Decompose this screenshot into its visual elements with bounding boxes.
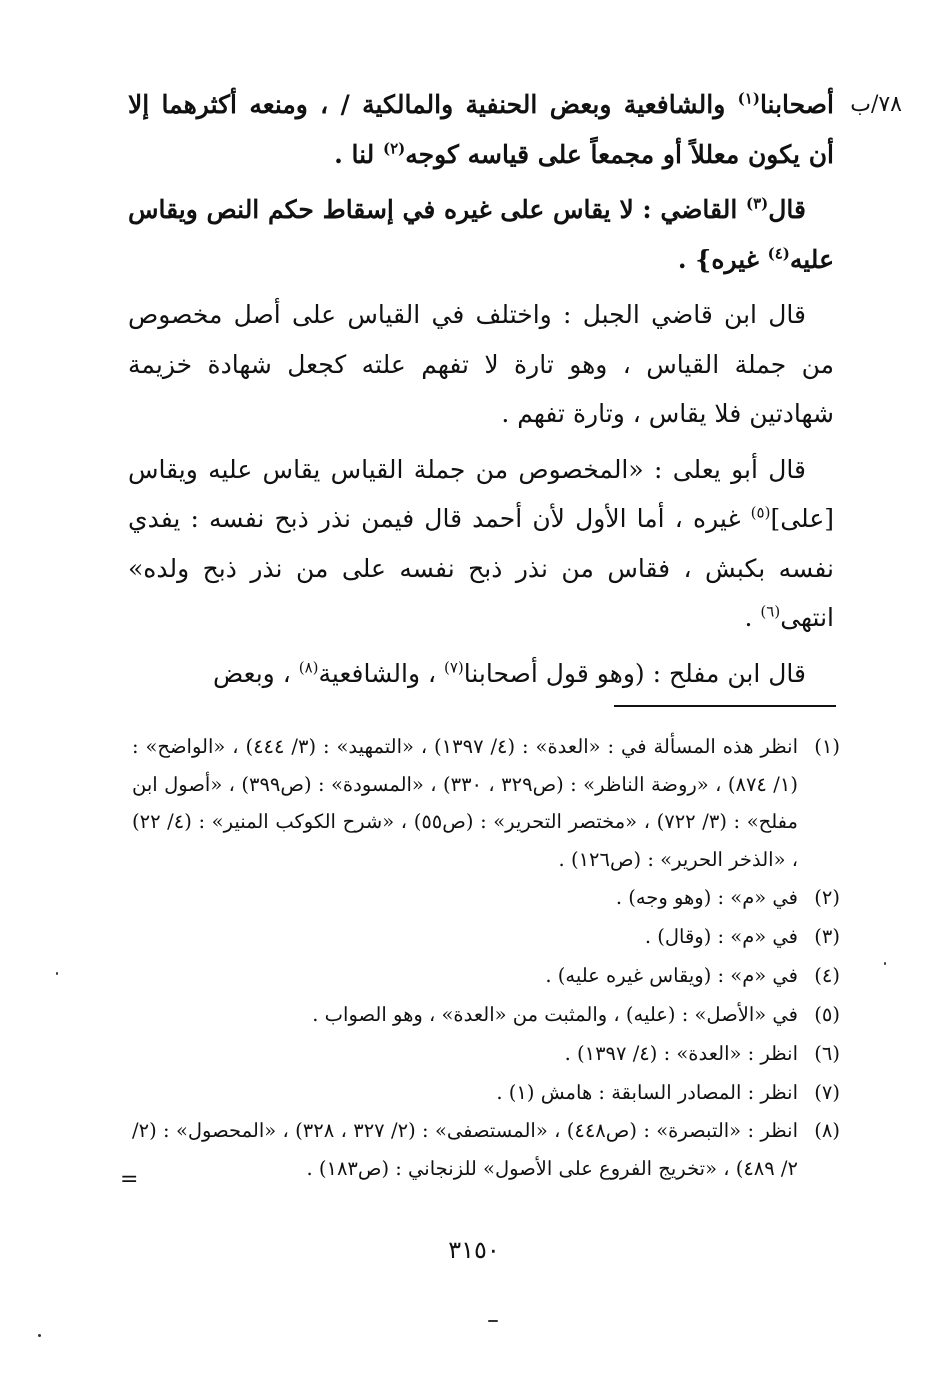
footnote-reference: (٨)	[298, 658, 319, 677]
page-number: ٣١٥٠	[448, 1236, 500, 1264]
footnote-text: في «م» : (وقال) .	[644, 925, 798, 948]
footnote-reference: (٦)	[760, 602, 781, 621]
text-segment: غيره ، أما الأول لأن أحمد قال فيمن نذر ذبح نفسه : يفدي نفسه بكبش ، فقاس من نذر ذبح نفسه على من نذر ذبح ولده» انتهى	[128, 504, 834, 632]
footnote	[132, 1073, 840, 1112]
body-paragraph	[128, 290, 834, 439]
main-text	[128, 80, 834, 704]
text-segment: غيره} .	[677, 244, 768, 274]
scan-speck	[488, 1320, 498, 1322]
footnote-text: انظر : «العدة» : (٤/ ١٣٩٧) .	[564, 1042, 798, 1065]
footnote-text: في «م» : (ويقاس غيره عليه) .	[545, 964, 798, 987]
text-segment: ، وبعض	[213, 658, 299, 688]
footnote	[132, 1112, 840, 1187]
body-paragraph	[128, 649, 834, 699]
continuation-mark: =	[120, 1167, 139, 1192]
text-segment: أصحابنا	[759, 90, 834, 119]
footnote-number: (٣)	[814, 925, 840, 948]
footnotes-section	[132, 728, 840, 1187]
body-paragraph	[128, 445, 834, 643]
footnote-reference: (٤)	[767, 244, 790, 263]
text-segment: والشافعية وبعض الحنفية والمالكية / ، ومنعه أكثرهما إلا أن يكون معللاً أو مجمعاً على قياسه كوجه	[128, 90, 834, 169]
footnote	[132, 956, 840, 995]
footnote-text: في «الأصل» : (عليه) ، والمثبت من «العدة» ، وهو الصواب .	[312, 1003, 798, 1026]
footnote-reference: (٧)	[443, 658, 464, 677]
footnote	[132, 1034, 840, 1073]
footnote-reference: (٢)	[382, 139, 406, 158]
text-segment: قال أبو يعلى : «المخصوص من جملة القياس يقاس عليه ويقاس [على]	[128, 454, 834, 533]
text-segment: .	[744, 603, 761, 632]
footnote-reference: (٣)	[745, 194, 769, 213]
footnote	[132, 917, 840, 956]
footnote	[132, 995, 840, 1034]
footnote-number: (٨)	[814, 1119, 840, 1142]
footnote-reference: (٥)	[750, 503, 771, 522]
body-paragraph	[128, 185, 834, 284]
scan-speck	[884, 962, 886, 965]
footnote-reference: (١)	[737, 89, 760, 108]
footnote-separator	[614, 705, 836, 707]
text-segment: قال	[768, 195, 806, 224]
footnote-number: (٦)	[814, 1042, 840, 1065]
footnote-number: (٢)	[814, 886, 840, 909]
body-paragraph	[128, 80, 834, 179]
footnote-number: (١)	[814, 735, 840, 758]
folio-margin-note: ٧٨/ب	[850, 92, 902, 117]
footnote-text: انظر هذه المسألة في : «العدة» : (٤/ ١٣٩٧) ، «التمهيد» : (٣/ ٤٤٤) ، «الواضح» : (١/ ٨٧٤) ، «روضة الناظر» : (ص٣٢٩ ، ٣٣٠) ، «المسودة» : (ص٣٩٩) ، «أصول ابن مفلح» : (٣/ ٧٢٢) ، «مختصر التحرير» : (ص٥٥) ، «شرح الكوكب المنير» : (٤/ ٢٢) ، «الذخر الحرير» : (ص١٢٦) .	[132, 735, 798, 871]
text-segment: القاضي : لا يقاس على غيره في إسقاط حكم النص ويقاس عليه	[128, 195, 834, 274]
scan-speck	[38, 1334, 41, 1337]
text-segment: ، والشافعية	[318, 658, 444, 688]
footnote-text: انظر : «التبصرة» : (ص٤٤٨) ، «المستصفى» : (٢/ ٣٢٧ ، ٣٢٨) ، «المحصول» : (٢/ ٢/ ٤٨٩) ، «تخريج الفروع على الأصول» للزنجاني : (ص١٨٣) .	[132, 1119, 798, 1180]
footnote	[132, 728, 840, 878]
text-segment: قال ابن قاضي الجبل : واختلف في القياس على أصل مخصوص من جملة القياس ، وهو تارة لا تفهم علته كجعل شهادة خزيمة شهادتين فلا يقاس ، وتارة تفهم .	[128, 300, 834, 428]
footnote-number: (٥)	[814, 1003, 840, 1026]
footnote-number: (٤)	[814, 964, 840, 987]
text-segment: لنا .	[334, 139, 383, 169]
footnote-number: (٧)	[814, 1081, 840, 1104]
footnote	[132, 878, 840, 917]
footnote-text: في «م» : (وهو وجه) .	[615, 886, 798, 909]
scan-speck	[56, 972, 58, 975]
text-segment: قال ابن مفلح : (وهو قول أصحابنا	[463, 658, 806, 688]
footnote-text: انظر : المصادر السابقة : هامش (١) .	[496, 1081, 798, 1104]
